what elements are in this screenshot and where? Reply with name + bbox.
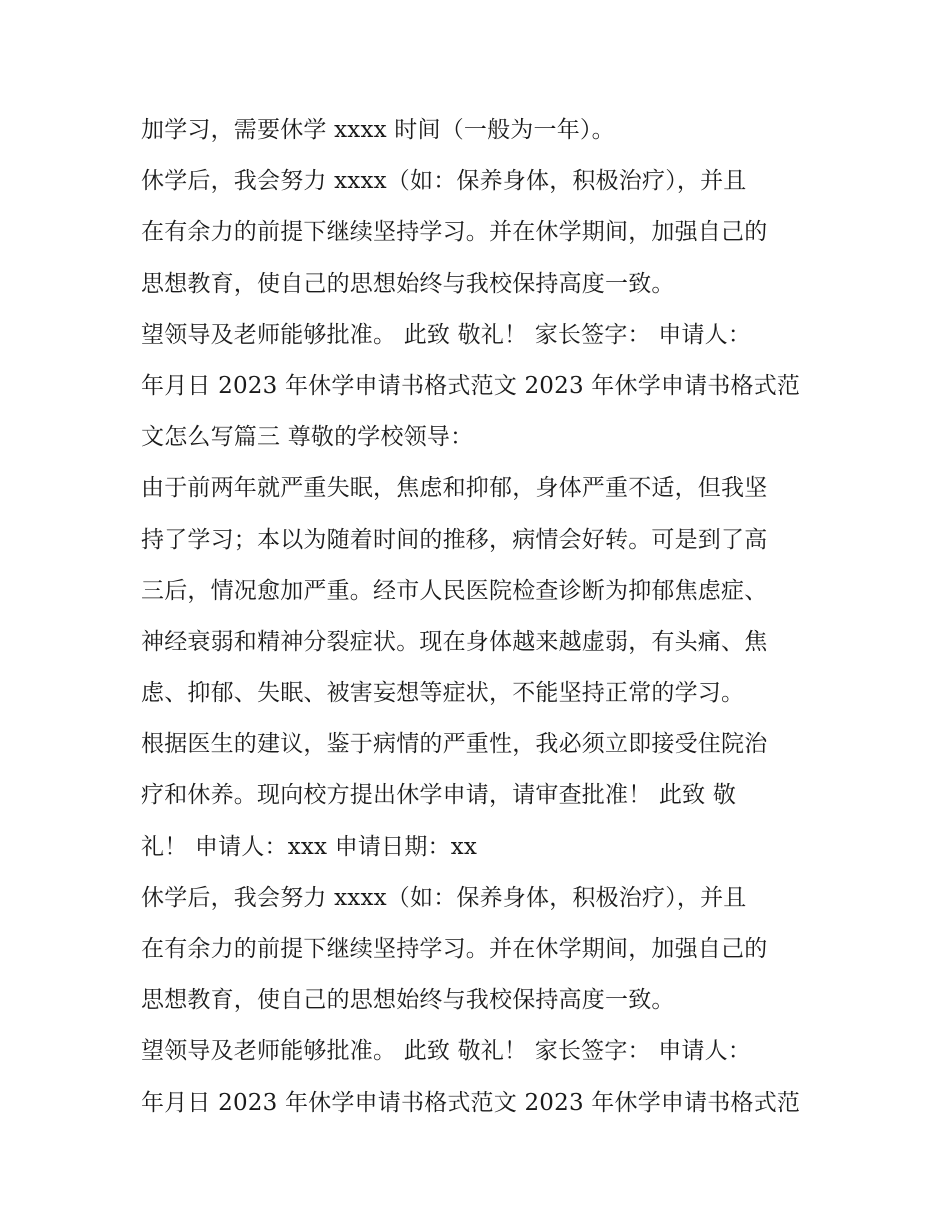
text-line: 持了学习；本以为随着时间的推移，病情会好转。可是到了高	[141, 526, 768, 553]
text-line: 三后，情况愈加严重。经市人民医院检查诊断为抑郁焦虑症、	[141, 577, 768, 604]
text-line: 休学后，我会努力 xxxx（如：保养身体，积极治疗），并且	[141, 168, 747, 195]
text-line: 年月日 2023 年休学申请书格式范文 2023 年休学申请书格式范	[141, 1089, 801, 1116]
text-line: 望领导及老师能够批准。 此致 敬礼！ 家长签字： 申请人：	[141, 1038, 752, 1065]
text-line: 休学后，我会努力 xxxx（如：保养身体，积极治疗），并且	[141, 884, 747, 911]
text-line: 思想教育，使自己的思想始终与我校保持高度一致。	[141, 987, 675, 1014]
text-line: 在有余力的前提下继续坚持学习。并在休学期间，加强自己的	[141, 936, 768, 962]
text-line: 思想教育，使自己的思想始终与我校保持高度一致。	[141, 270, 675, 297]
text-line: 加学习，需要休学 xxxx 时间（一般为一年）。	[141, 117, 615, 143]
text-line: 在有余力的前提下继续坚持学习。并在休学期间，加强自己的	[141, 219, 768, 246]
text-line: 虑、抑郁、失眠、被害妄想等症状，不能坚持正常的学习。	[141, 680, 745, 707]
text-line: 礼！ 申请人：xxx 申请日期：xx	[141, 833, 478, 860]
text-line: 望领导及老师能够批准。 此致 敬礼！ 家长签字： 申请人：	[141, 321, 752, 348]
text-line: 文怎么写篇三 尊敬的学校领导：	[141, 424, 474, 451]
text-line: 神经衰弱和精神分裂症状。现在身体越来越虚弱，有头痛、焦	[141, 628, 768, 655]
text-line: 年月日 2023 年休学申请书格式范文 2023 年休学申请书格式范	[141, 372, 801, 399]
text-line: 根据医生的建议，鉴于病情的严重性，我必须立即接受住院治	[141, 731, 768, 758]
text-line: 由于前两年就严重失眠，焦虑和抑郁，身体严重不适，但我坚	[141, 475, 768, 502]
document-body	[141, 110, 831, 1134]
text-line: 疗和休养。现向校方提出休学申请，请审查批准！ 此致 敬	[141, 782, 737, 809]
